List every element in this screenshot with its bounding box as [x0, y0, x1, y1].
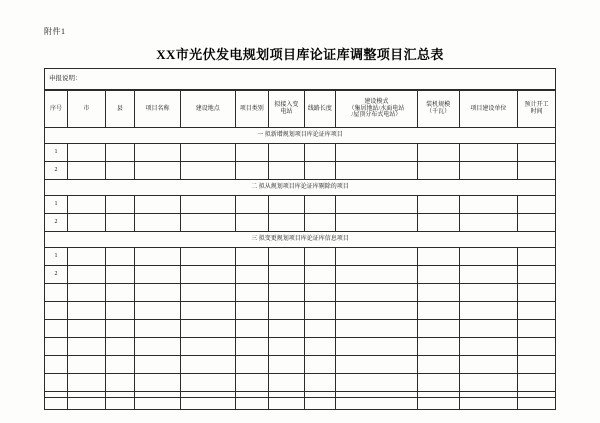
table-cell-empty[interactable] [518, 338, 556, 356]
table-cell[interactable] [269, 248, 305, 266]
table-cell-empty[interactable] [459, 320, 518, 338]
table-cell[interactable] [417, 162, 459, 180]
table-cell-empty[interactable] [68, 302, 106, 320]
table-cell-empty[interactable] [45, 392, 68, 410]
table-cell[interactable] [304, 196, 335, 214]
table-cell-empty[interactable] [518, 302, 556, 320]
section-title: 三 拟变更规划项目库论证库信息项目 [45, 232, 556, 248]
table-cell-empty[interactable] [417, 356, 459, 374]
table-cell[interactable] [304, 248, 335, 266]
table-cell[interactable] [105, 266, 134, 284]
table-cell-empty[interactable] [181, 320, 235, 338]
table-cell-empty[interactable] [269, 356, 305, 374]
section-title: 二 拟从规划项目库论证库剔除的项目 [45, 180, 556, 196]
row-number: 1 [45, 144, 68, 162]
table-cell[interactable] [105, 214, 134, 232]
table-cell[interactable] [336, 248, 418, 266]
table-cell-empty[interactable] [269, 302, 305, 320]
attachment-label: 附件1 [44, 27, 66, 36]
table-cell-empty[interactable] [235, 284, 269, 302]
table-cell[interactable] [181, 196, 235, 214]
table-row-empty[interactable] [45, 374, 556, 392]
table-cell[interactable] [417, 248, 459, 266]
table-cell[interactable] [181, 248, 235, 266]
table-cell-empty[interactable] [459, 284, 518, 302]
table-cell[interactable] [518, 144, 556, 162]
table-cell[interactable] [68, 214, 106, 232]
table-cell-empty[interactable] [135, 320, 181, 338]
table-cell[interactable] [304, 144, 335, 162]
table-cell-empty[interactable] [181, 374, 235, 392]
table-cell-empty[interactable] [135, 338, 181, 356]
table-cell[interactable] [269, 266, 305, 284]
column-header-0: 序号 [45, 91, 68, 128]
table-cell-empty[interactable] [105, 338, 134, 356]
table-cell[interactable] [459, 196, 518, 214]
table-cell-empty[interactable] [518, 374, 556, 392]
table-cell-empty[interactable] [459, 338, 518, 356]
table-cell[interactable] [269, 196, 305, 214]
column-header-5: 项目类别 [235, 91, 269, 128]
section-row [45, 128, 556, 144]
row-number: 2 [45, 266, 68, 284]
table-cell-empty[interactable] [68, 284, 106, 302]
table-cell-empty[interactable] [336, 320, 418, 338]
table-cell-empty[interactable] [304, 374, 335, 392]
table-cell-empty[interactable] [269, 338, 305, 356]
table-cell[interactable] [304, 266, 335, 284]
table-cell-empty[interactable] [135, 374, 181, 392]
table-cell[interactable] [181, 214, 235, 232]
table-cell-empty[interactable] [235, 374, 269, 392]
table-cell[interactable] [68, 248, 106, 266]
table-cell[interactable] [269, 144, 305, 162]
table-cell[interactable] [105, 162, 134, 180]
table-cell[interactable] [417, 214, 459, 232]
table-cell-empty[interactable] [269, 320, 305, 338]
table-cell[interactable] [304, 214, 335, 232]
table-cell[interactable] [135, 214, 181, 232]
table-cell-empty[interactable] [417, 284, 459, 302]
table-cell[interactable] [105, 144, 134, 162]
section-row [45, 232, 556, 248]
table-cell[interactable] [135, 144, 181, 162]
table-cell-empty[interactable] [235, 320, 269, 338]
table-cell[interactable] [68, 162, 106, 180]
table-cell-empty[interactable] [105, 302, 134, 320]
row-number: 1 [45, 196, 68, 214]
column-header-3: 项目名称 [135, 91, 181, 128]
table-cell-empty[interactable] [235, 356, 269, 374]
table-cell-empty[interactable] [45, 356, 68, 374]
column-header-10: 项目建设单位 [459, 91, 518, 128]
table-header-row [45, 91, 556, 128]
table-cell-empty[interactable] [417, 302, 459, 320]
table-cell-empty[interactable] [181, 338, 235, 356]
table-cell-empty[interactable] [269, 284, 305, 302]
table-cell[interactable] [336, 144, 418, 162]
table-cell[interactable] [336, 162, 418, 180]
table-cell-empty[interactable] [181, 302, 235, 320]
table-cell[interactable] [459, 144, 518, 162]
table-cell-empty[interactable] [105, 374, 134, 392]
column-header-6: 拟接入变 电站 [269, 91, 305, 128]
table-cell-empty[interactable] [135, 392, 181, 410]
column-header-9: 装机规模 （千瓦） [417, 91, 459, 128]
table-cell[interactable] [304, 162, 335, 180]
table-row-empty[interactable] [45, 356, 556, 374]
table-cell-empty[interactable] [68, 356, 106, 374]
table-row[interactable] [45, 214, 556, 232]
table-cell-empty[interactable] [459, 392, 518, 410]
table-cell[interactable] [235, 162, 269, 180]
section-row [45, 180, 556, 196]
section-title: 一 拟新增规划项目库论证库项目 [45, 128, 556, 144]
table-cell[interactable] [518, 196, 556, 214]
column-header-7: 线路长度 [304, 91, 335, 128]
table-cell[interactable] [336, 266, 418, 284]
row-number: 2 [45, 162, 68, 180]
table-cell[interactable] [336, 214, 418, 232]
table-cell-empty[interactable] [235, 338, 269, 356]
table-cell[interactable] [459, 162, 518, 180]
row-number: 1 [45, 248, 68, 266]
table-cell-empty[interactable] [417, 374, 459, 392]
table-cell-empty[interactable] [336, 392, 418, 410]
table-cell-empty[interactable] [336, 356, 418, 374]
table-cell[interactable] [181, 162, 235, 180]
table-cell[interactable] [518, 162, 556, 180]
table-cell-empty[interactable] [336, 338, 418, 356]
table-cell-empty[interactable] [518, 356, 556, 374]
table-cell-empty[interactable] [336, 374, 418, 392]
table-cell[interactable] [235, 144, 269, 162]
table-cell-empty[interactable] [135, 302, 181, 320]
table-cell-empty[interactable] [304, 320, 335, 338]
table-cell-empty[interactable] [45, 284, 68, 302]
table-cell[interactable] [459, 266, 518, 284]
table-cell-empty[interactable] [181, 284, 235, 302]
table-cell-empty[interactable] [459, 356, 518, 374]
table-cell[interactable] [459, 214, 518, 232]
table-cell[interactable] [135, 266, 181, 284]
row-number: 2 [45, 214, 68, 232]
table-cell[interactable] [68, 266, 106, 284]
table-cell-empty[interactable] [417, 338, 459, 356]
column-header-2: 县 [105, 91, 134, 128]
declaration-note-box [44, 68, 556, 90]
table-row-empty[interactable] [45, 284, 556, 302]
project-summary-table [44, 90, 556, 410]
table-row-empty[interactable] [45, 302, 556, 320]
page-title: XX市光伏发电规划项目库论证库调整项目汇总表 [156, 47, 444, 62]
table-cell-empty[interactable] [417, 392, 459, 410]
table-cell-empty[interactable] [105, 320, 134, 338]
table-cell-empty[interactable] [417, 320, 459, 338]
table-cell[interactable] [235, 266, 269, 284]
table-cell-empty[interactable] [235, 302, 269, 320]
table-cell[interactable] [417, 196, 459, 214]
table-cell[interactable] [105, 248, 134, 266]
table-cell-empty[interactable] [459, 374, 518, 392]
table-cell[interactable] [181, 266, 235, 284]
table-row[interactable] [45, 196, 556, 214]
table-cell-empty[interactable] [304, 302, 335, 320]
table-cell-empty[interactable] [181, 356, 235, 374]
table-cell[interactable] [235, 214, 269, 232]
table-cell[interactable] [135, 248, 181, 266]
table-cell-empty[interactable] [235, 392, 269, 410]
table-cell-empty[interactable] [45, 338, 68, 356]
table-cell-empty[interactable] [336, 284, 418, 302]
table-cell-empty[interactable] [304, 284, 335, 302]
column-header-4: 建设地点 [181, 91, 235, 128]
table-cell[interactable] [459, 248, 518, 266]
table-row-empty[interactable] [45, 338, 556, 356]
table-cell-empty[interactable] [269, 392, 305, 410]
table-cell[interactable] [181, 144, 235, 162]
table-cell-empty[interactable] [105, 284, 134, 302]
table-cell-empty[interactable] [68, 374, 106, 392]
table-cell[interactable] [135, 162, 181, 180]
table-cell-empty[interactable] [135, 284, 181, 302]
table-cell[interactable] [135, 196, 181, 214]
declaration-note-label: 申报说明： [49, 75, 82, 82]
table-cell-empty[interactable] [45, 302, 68, 320]
table-cell[interactable] [269, 162, 305, 180]
table-cell-empty[interactable] [45, 374, 68, 392]
table-cell[interactable] [269, 214, 305, 232]
table-cell-empty[interactable] [304, 356, 335, 374]
table-cell[interactable] [68, 196, 106, 214]
table-cell-empty[interactable] [68, 392, 106, 410]
table-cell-empty[interactable] [459, 302, 518, 320]
table-cell-empty[interactable] [304, 338, 335, 356]
table-row-empty[interactable] [45, 392, 556, 410]
table-cell-empty[interactable] [518, 392, 556, 410]
table-cell-empty[interactable] [105, 356, 134, 374]
table-cell[interactable] [105, 196, 134, 214]
table-cell[interactable] [417, 266, 459, 284]
table-row[interactable] [45, 144, 556, 162]
table-cell-empty[interactable] [105, 392, 134, 410]
table-cell[interactable] [235, 248, 269, 266]
table-cell[interactable] [518, 266, 556, 284]
column-header-1: 市 [68, 91, 106, 128]
table-cell-empty[interactable] [135, 356, 181, 374]
column-header-11: 预计开工 时间 [518, 91, 556, 128]
table-cell-empty[interactable] [45, 320, 68, 338]
table-row-empty[interactable] [45, 320, 556, 338]
table-cell[interactable] [336, 196, 418, 214]
table-cell-empty[interactable] [518, 284, 556, 302]
table-cell-empty[interactable] [68, 338, 106, 356]
table-row[interactable] [45, 248, 556, 266]
table-cell-empty[interactable] [336, 302, 418, 320]
table-cell[interactable] [417, 144, 459, 162]
table-cell-empty[interactable] [518, 320, 556, 338]
table-cell-empty[interactable] [269, 374, 305, 392]
table-cell-empty[interactable] [304, 392, 335, 410]
table-cell-empty[interactable] [181, 392, 235, 410]
table-cell-empty[interactable] [68, 320, 106, 338]
column-header-8: 建设模式 （集居地站/水面电站 /屋顶分布式电站） [336, 91, 418, 128]
table-cell[interactable] [518, 248, 556, 266]
table-cell[interactable] [68, 144, 106, 162]
table-cell[interactable] [235, 196, 269, 214]
table-row[interactable] [45, 162, 556, 180]
table-cell[interactable] [518, 214, 556, 232]
table-row[interactable] [45, 266, 556, 284]
